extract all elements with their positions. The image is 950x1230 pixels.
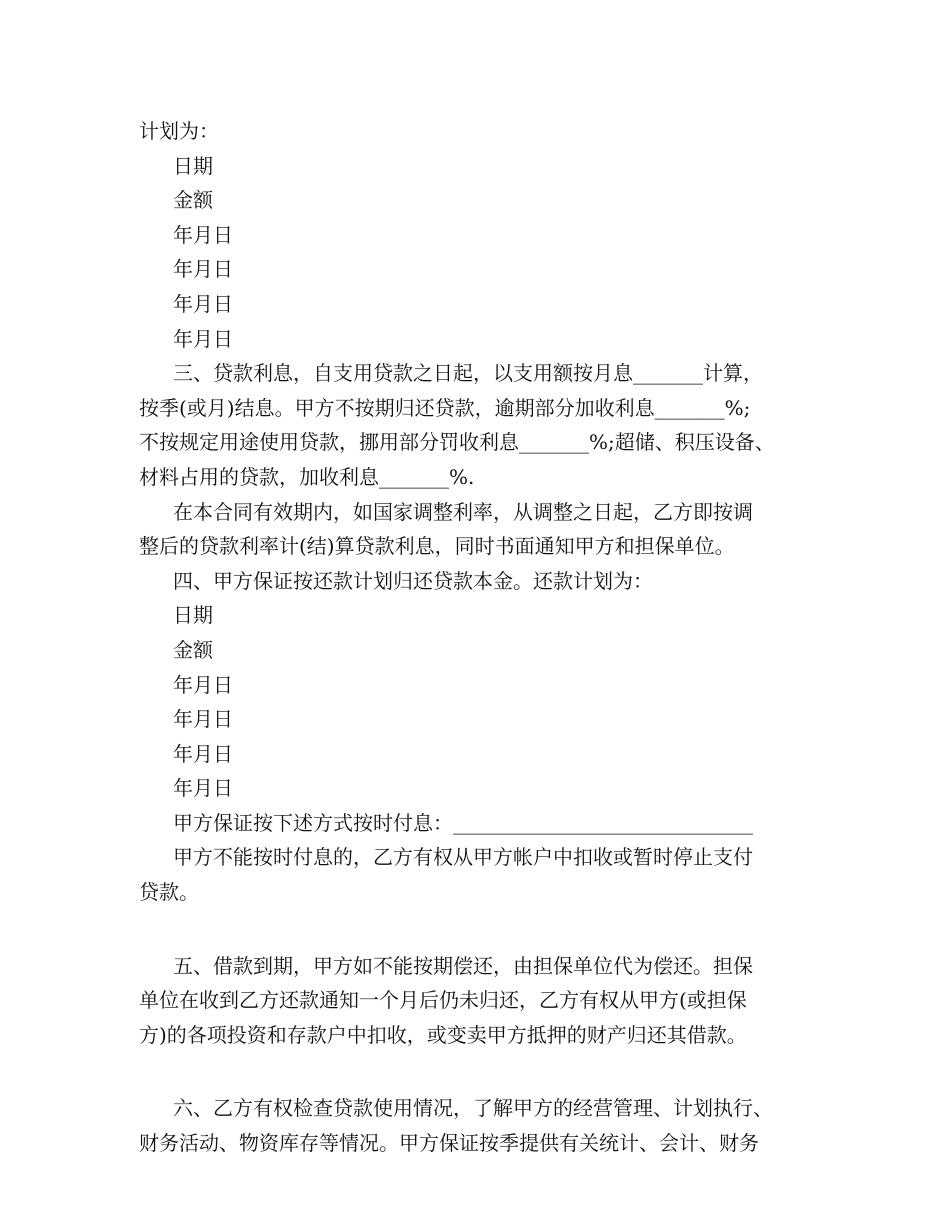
text-line: 四、甲方保证按还款计划归还贷款本金。还款计划为：	[173, 568, 653, 593]
text-line: 年月日	[173, 291, 233, 316]
text-line: 方)的各项投资和存款户中扣收，或变卖甲方抵押的财产归还其借款。	[139, 1022, 747, 1047]
text-line: 年月日	[173, 776, 233, 801]
text-line: 年月日	[173, 741, 233, 766]
text-line: 整后的贷款利率计(结)算贷款利息，同时书面通知甲方和担保单位。	[139, 534, 735, 559]
text-line: 五、借款到期，甲方如不能按期偿还，由担保单位代为偿还。担保	[173, 953, 753, 978]
text-line: 计划为：	[139, 119, 219, 143]
text-line: 年月日	[173, 222, 233, 247]
text-line: 在本合同有效期内，如国家调整利率，从调整之日起，乙方即按调	[173, 499, 753, 524]
text-line: 甲方保证按下述方式按时付息：______________________________	[173, 810, 753, 835]
text-line: 金额	[173, 637, 213, 662]
text-line: 贷款。	[139, 880, 199, 905]
text-line: 年月日	[173, 672, 233, 697]
text-line: 单位在收到乙方还款通知一个月后仍未归还，乙方有权从甲方(或担保	[139, 988, 747, 1013]
text-line: 材料占用的贷款，加收利息_______%.	[139, 464, 475, 489]
text-line: 三、贷款利息，自支用贷款之日起，以支用额按月息_______计算，	[173, 361, 763, 386]
text-line: 金额	[173, 188, 213, 213]
text-line: 日期	[173, 603, 213, 628]
text-line: 年月日	[173, 326, 233, 351]
text-line: 按季(或月)结息。甲方不按期归还贷款，逾期部分加收利息_______%;	[139, 395, 751, 420]
text-line: 六、乙方有权检查贷款使用情况，了解甲方的经营管理、计划执行、	[173, 1096, 773, 1121]
text-line: 年月日	[173, 707, 233, 732]
text-line: 年月日	[173, 257, 233, 282]
text-line: 财务活动、物资库存等情况。甲方保证按季提供有关统计、会计、财务	[139, 1131, 759, 1156]
text-line: 日期	[173, 153, 213, 178]
text-line: 甲方不能按时付息的，乙方有权从甲方帐户中扣收或暂时停止支付	[173, 845, 753, 870]
text-line: 不按规定用途使用贷款，挪用部分罚收利息_______%;超储、积压设备、	[139, 430, 775, 455]
document-body	[139, 114, 829, 1161]
